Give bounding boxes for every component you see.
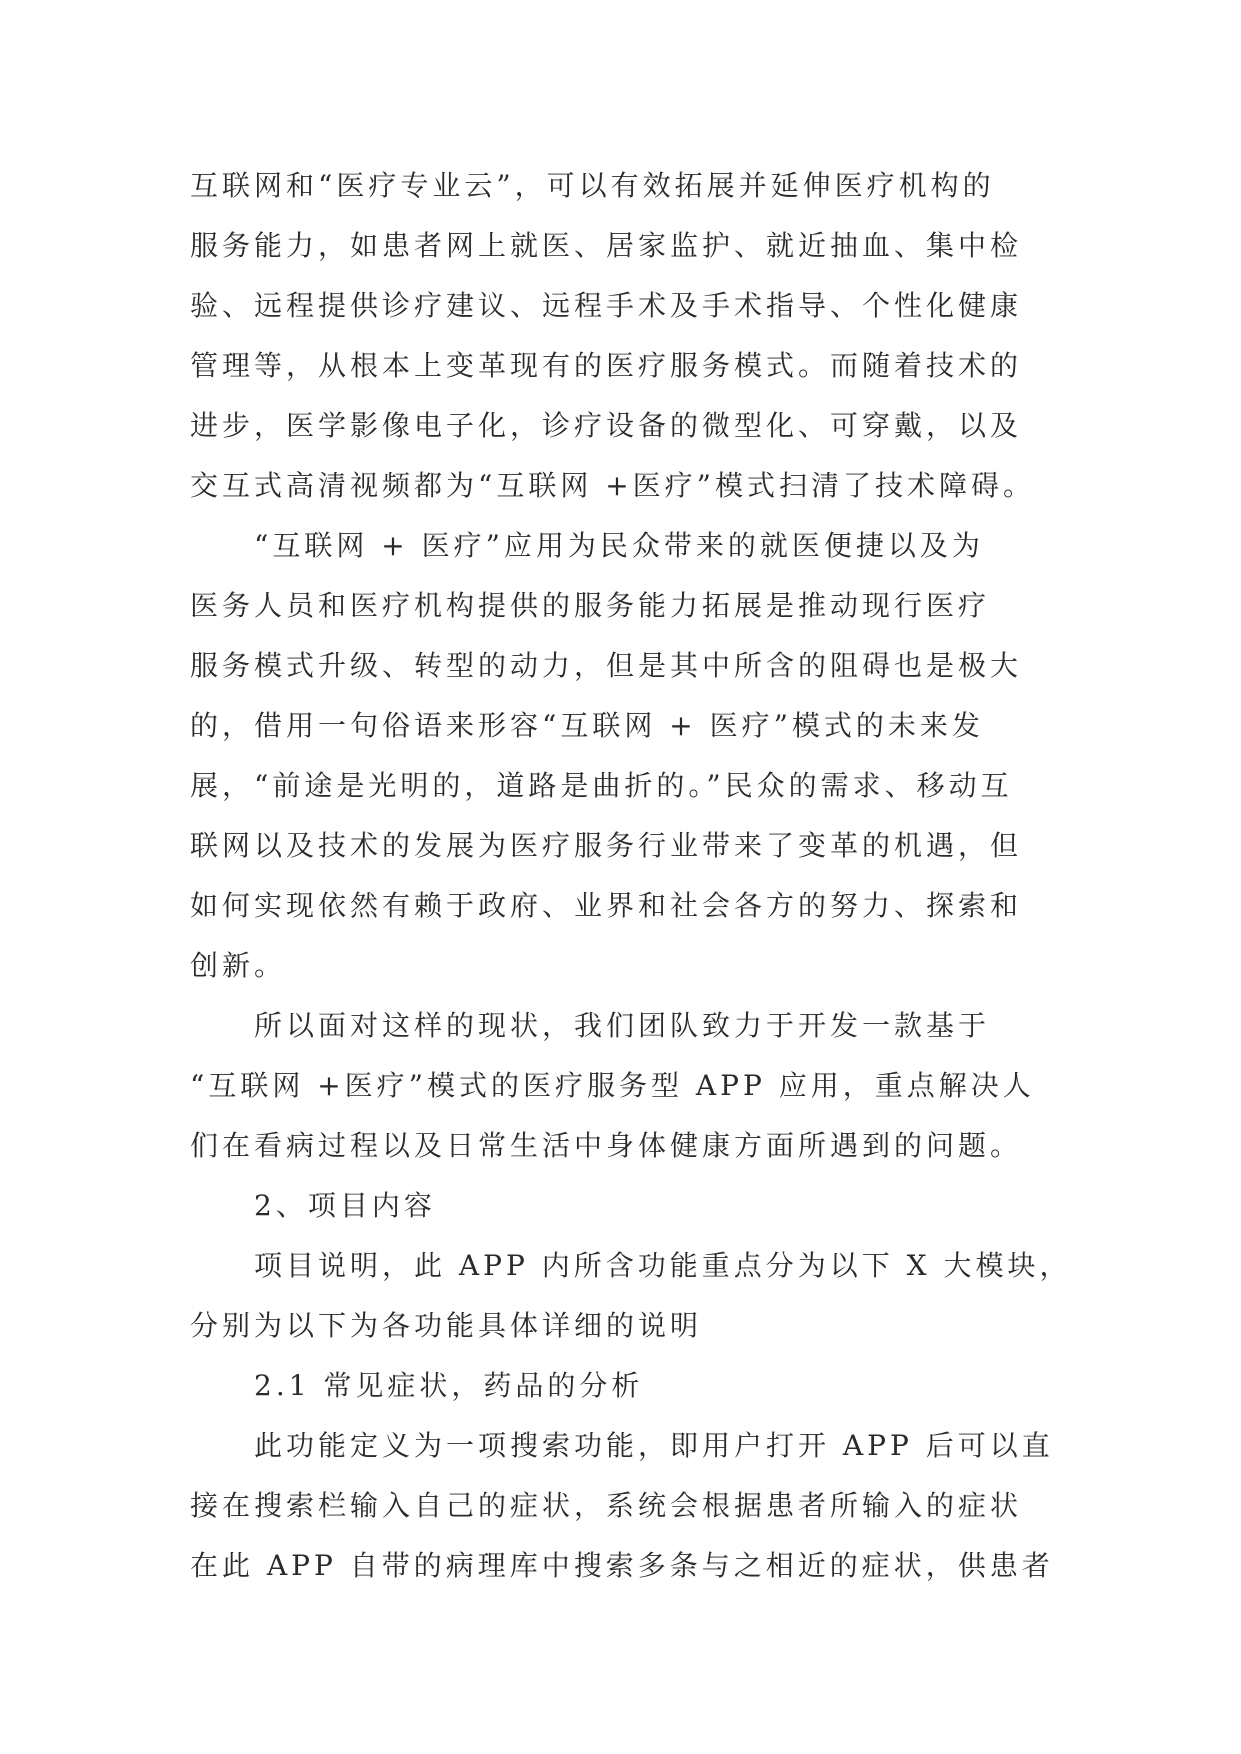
paragraph-start-line: 项目说明，此 APP 内所含功能重点分为以下 X 大模块， xyxy=(254,1249,1072,1282)
text-line: “互联网 +医疗”模式的医疗服务型 APP 应用，重点解决人 xyxy=(190,1069,1035,1102)
text-line: 验、远程提供诊疗建议、远程手术及手术指导、个性化健康 xyxy=(190,289,1023,322)
paragraph-start-line: 所以面对这样的现状，我们团队致力于开发一款基于 xyxy=(254,1009,991,1042)
text-line: 互联网和“医疗专业云”，可以有效拓展并延伸医疗机构的 xyxy=(190,169,995,202)
text-line: 进步，医学影像电子化，诊疗设备的微型化、可穿戴，以及 xyxy=(190,409,1023,442)
text-line: 展，“前途是光明的，道路是曲折的。”民众的需求、移动互 xyxy=(190,769,1013,802)
text-line: 在此 APP 自带的病理库中搜索多条与之相近的症状，供患者 xyxy=(190,1549,1054,1582)
text-line: 创新。 xyxy=(190,949,287,982)
text-line: 接在搜索栏输入自己的症状，系统会根据患者所输入的症状 xyxy=(190,1489,1023,1522)
text-line: 服务能力，如患者网上就医、居家监护、就近抽血、集中检 xyxy=(190,229,1023,262)
text-line: 联网以及技术的发展为医疗服务行业带来了变革的机遇，但 xyxy=(190,829,1023,862)
text-line: 医务人员和医疗机构提供的服务能力拓展是推动现行医疗 xyxy=(190,589,991,622)
text-line: 们在看病过程以及日常生活中身体健康方面所遇到的问题。 xyxy=(190,1129,1023,1162)
text-line: 交互式高清视频都为“互联网 +医疗”模式扫清了技术障碍。 xyxy=(190,469,1035,502)
paragraph-start-line: 此功能定义为一项搜索功能，即用户打开 APP 后可以直 xyxy=(254,1429,1054,1462)
body-text xyxy=(190,156,1070,1596)
text-line: 如何实现依然有赖于政府、业界和社会各方的努力、探索和 xyxy=(190,889,1023,922)
subsection-heading: 2.1 常见症状，药品的分析 xyxy=(254,1369,644,1402)
text-line: 服务模式升级、转型的动力，但是其中所含的阻碍也是极大 xyxy=(190,649,1023,682)
section-heading: 2、项目内容 xyxy=(254,1189,436,1222)
paragraph-start-line: “互联网 + 医疗”应用为民众带来的就医便捷以及为 xyxy=(254,529,984,562)
text-line: 管理等，从根本上变革现有的医疗服务模式。而随着技术的 xyxy=(190,349,1023,382)
text-line: 的，借用一句俗语来形容“互联网 + 医疗”模式的未来发 xyxy=(190,709,984,742)
text-line: 分别为以下为各功能具体详细的说明 xyxy=(190,1309,703,1342)
